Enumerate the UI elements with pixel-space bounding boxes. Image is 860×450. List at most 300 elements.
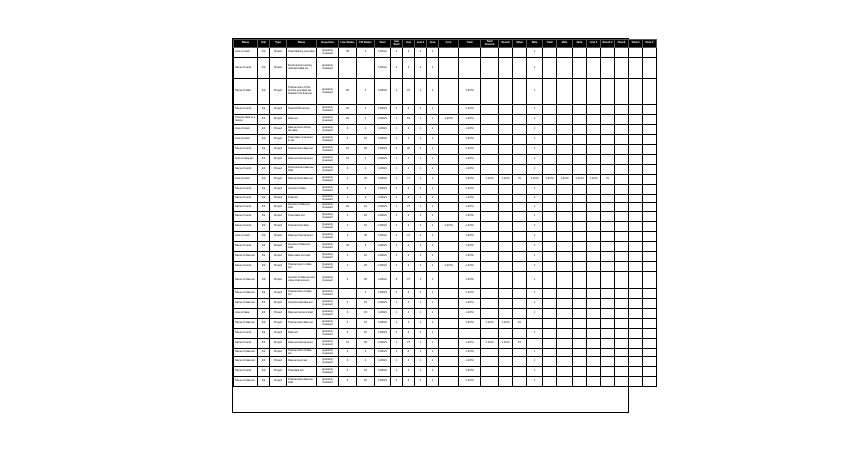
table-cell[interactable]: 3 [339,135,357,145]
table-cell[interactable] [573,252,587,262]
table-cell[interactable]: 37 [403,203,415,212]
table-cell[interactable] [543,105,557,115]
table-cell[interactable]: 3 [339,309,357,319]
table-cell[interactable]: 1.23 M [459,185,481,195]
table-cell[interactable]: 1/2 [258,349,270,357]
table-cell[interactable] [439,289,459,299]
table-cell[interactable] [543,195,557,203]
table-cell[interactable] [587,165,601,175]
table-cell[interactable]: 77 [403,175,415,185]
table-cell[interactable]: 1 [427,135,439,145]
table-cell[interactable]: 1 [527,203,543,212]
table-cell[interactable]: 1 [427,272,439,289]
table-cell[interactable]: 1/2 [258,367,270,377]
table-cell[interactable]: 1 [527,79,543,105]
table-cell[interactable]: 2 [357,48,375,58]
table-cell[interactable] [643,349,657,357]
table-cell[interactable]: 35 [339,79,357,105]
table-cell[interactable]: 1/2 [258,309,270,319]
table-cell[interactable]: 4 [403,252,415,262]
table-cell[interactable]: Total amount of the service and data set between the final set [287,79,317,105]
table-cell[interactable] [615,319,629,329]
table-cell[interactable]: Project [270,349,287,357]
table-cell[interactable]: 1 [427,185,439,195]
table-row[interactable] [234,252,657,262]
table-cell[interactable]: 3 [339,349,357,357]
table-cell[interactable]: Project [270,357,287,367]
table-cell[interactable]: 1 [427,309,439,319]
table-cell[interactable] [643,262,657,272]
table-cell[interactable] [615,175,629,185]
table-cell[interactable] [439,58,459,79]
column-header[interactable]: Check [615,40,629,48]
table-cell[interactable] [481,377,499,387]
table-cell[interactable]: 1.23 M [573,175,587,185]
table-cell[interactable] [481,252,499,262]
table-cell[interactable]: Name of work [234,203,258,212]
table-cell[interactable]: 1/20/21 [375,165,391,175]
table-cell[interactable]: 1 [527,195,543,203]
table-cell[interactable] [601,349,615,357]
table-cell[interactable] [643,195,657,203]
table-cell[interactable]: 1/20/21 [375,349,391,357]
table-cell[interactable]: 1 [527,349,543,357]
table-cell[interactable]: 1 [527,165,543,175]
table-cell[interactable]: 4 [403,185,415,195]
table-cell[interactable] [481,212,499,222]
table-cell[interactable] [643,125,657,135]
table-cell[interactable]: Name of data set [234,319,258,329]
table-cell[interactable] [499,105,513,115]
column-header[interactable]: Date [527,40,543,48]
table-cell[interactable]: 1.23 M [587,175,601,185]
table-cell[interactable]: Data set amount total [287,309,317,319]
table-cell[interactable]: 1 [339,262,357,272]
table-cell[interactable]: 1 [415,262,427,272]
table-cell[interactable]: 1 [427,232,439,242]
table-cell[interactable]: 3 [339,319,357,329]
table-cell[interactable] [629,377,643,387]
table-cell[interactable] [615,222,629,232]
table-cell[interactable]: 1/20/21 [375,309,391,319]
table-cell[interactable]: 1.23 M [481,319,499,329]
table-cell[interactable]: 3 [339,329,357,339]
table-cell[interactable] [557,232,573,242]
table-cell[interactable] [643,367,657,377]
table-cell[interactable] [573,309,587,319]
table-cell[interactable]: 63 [403,115,415,125]
table-cell[interactable]: 1 [391,185,403,195]
table-cell[interactable]: Area of work [234,125,258,135]
table-cell[interactable] [499,349,513,357]
table-cell[interactable]: Name of data set [234,289,258,299]
table-cell[interactable]: Project [270,252,287,262]
table-cell[interactable]: 1 [527,252,543,262]
table-cell[interactable] [643,319,657,329]
table-cell[interactable] [513,289,527,299]
table-cell[interactable] [643,329,657,339]
table-cell[interactable]: 1.23 M [459,175,481,185]
table-cell[interactable]: Name of data [234,79,258,105]
table-cell[interactable] [587,79,601,105]
table-cell[interactable]: 1.23 M [459,339,481,349]
table-cell[interactable]: 1 [527,135,543,145]
table-cell[interactable] [543,367,557,377]
table-cell[interactable]: 1 [415,289,427,299]
table-cell[interactable] [615,125,629,135]
table-cell[interactable] [629,48,643,58]
table-cell[interactable]: 1/2 [258,115,270,125]
table-cell[interactable] [439,145,459,155]
table-row[interactable] [234,329,657,339]
table-cell[interactable] [643,79,657,105]
table-cell[interactable] [481,242,499,252]
table-cell[interactable]: Area of work [234,175,258,185]
table-cell[interactable]: 4 [403,135,415,145]
table-cell[interactable]: 1.23 M [459,105,481,115]
table-cell[interactable] [643,155,657,165]
table-cell[interactable] [499,309,513,319]
table-cell[interactable]: 1.23 M [499,319,513,329]
table-cell[interactable]: Quarterly reviewed [317,329,339,339]
table-cell[interactable]: 4 [403,299,415,309]
column-header[interactable]: Total [459,40,481,48]
table-cell[interactable] [629,232,643,242]
table-cell[interactable] [615,58,629,79]
table-cell[interactable]: Name of work [234,185,258,195]
column-header[interactable]: Fill Status [357,40,375,48]
table-cell[interactable]: Project [270,299,287,309]
table-cell[interactable] [601,309,615,319]
table-cell[interactable]: 1/2 [258,195,270,203]
table-cell[interactable] [499,232,513,242]
table-cell[interactable] [513,377,527,387]
table-cell[interactable]: 1 [527,367,543,377]
table-cell[interactable] [499,272,513,289]
table-cell[interactable]: 1.23 M [459,319,481,329]
table-cell[interactable]: 75 [601,175,615,185]
table-cell[interactable] [543,339,557,349]
table-cell[interactable] [643,105,657,115]
table-cell[interactable] [643,299,657,309]
table-cell[interactable]: 3 [339,299,357,309]
table-cell[interactable]: 1.23 M [459,212,481,222]
table-cell[interactable]: Name of work [234,145,258,155]
table-cell[interactable]: 4 [403,377,415,387]
table-cell[interactable]: 1/2 [258,135,270,145]
table-cell[interactable]: 1 [391,252,403,262]
table-row[interactable] [234,58,657,79]
table-cell[interactable] [615,135,629,145]
table-cell[interactable] [499,367,513,377]
table-row[interactable] [234,262,657,272]
table-cell[interactable] [499,165,513,175]
table-cell[interactable] [543,319,557,329]
table-cell[interactable]: 4 [403,155,415,165]
table-cell[interactable]: 1 [527,232,543,242]
table-cell[interactable]: Data amount data set [287,175,317,185]
table-cell[interactable]: 1/20/21 [375,203,391,212]
table-cell[interactable] [587,145,601,155]
table-cell[interactable] [629,212,643,222]
table-cell[interactable]: 30 [339,105,357,115]
table-cell[interactable] [481,58,499,79]
table-cell[interactable]: 1/2 [258,339,270,349]
table-cell[interactable] [573,357,587,367]
column-header[interactable]: Inspection [317,40,339,48]
table-cell[interactable]: 1 [391,319,403,329]
table-cell[interactable]: 37 [403,272,415,289]
table-cell[interactable]: Quarterly reviewed [317,339,339,349]
table-cell[interactable] [513,135,527,145]
table-cell[interactable] [439,272,459,289]
table-cell[interactable] [513,272,527,289]
table-cell[interactable]: 1 [415,299,427,309]
column-header[interactable]: Total [543,40,557,48]
table-cell[interactable] [629,242,643,252]
table-cell[interactable]: Project [270,135,287,145]
table-cell[interactable]: 1 [427,377,439,387]
table-cell[interactable]: 37 [403,232,415,242]
table-cell[interactable]: 1 [415,165,427,175]
table-cell[interactable]: 2 [391,145,403,155]
table-cell[interactable]: Name of work [234,339,258,349]
table-cell[interactable] [499,377,513,387]
table-cell[interactable]: Quarterly reviewed [317,212,339,222]
table-cell[interactable]: Data amount set [287,357,317,367]
table-cell[interactable]: 1.23 M [459,272,481,289]
table-cell[interactable] [587,319,601,329]
table-cell[interactable] [543,145,557,155]
table-cell[interactable] [601,222,615,232]
table-cell[interactable]: 1 [391,135,403,145]
table-cell[interactable] [481,195,499,203]
table-cell[interactable]: Total set [287,195,317,203]
table-cell[interactable] [557,135,573,145]
table-cell[interactable]: 1/2 [258,377,270,387]
table-cell[interactable]: 4 [403,222,415,232]
table-cell[interactable] [615,232,629,242]
table-cell[interactable] [629,203,643,212]
table-cell[interactable]: 15 [513,339,527,349]
table-cell[interactable] [439,299,459,309]
table-cell[interactable] [543,58,557,79]
table-cell[interactable] [643,185,657,195]
table-cell[interactable]: 1/2 [258,79,270,105]
table-cell[interactable]: 1/2 [258,155,270,165]
table-cell[interactable]: Project [270,79,287,105]
table-cell[interactable]: Quarterly reviewed [317,272,339,289]
table-cell[interactable] [543,155,557,165]
table-cell[interactable]: Total amount data [287,222,317,232]
table-cell[interactable] [601,272,615,289]
table-cell[interactable]: 15 [357,309,375,319]
table-cell[interactable] [513,185,527,195]
table-cell[interactable]: 3 [339,367,357,377]
table-cell[interactable]: 20 [339,242,357,252]
table-cell[interactable] [629,145,643,155]
table-cell[interactable] [601,212,615,222]
table-cell[interactable]: 1 [415,135,427,145]
table-cell[interactable] [543,165,557,175]
table-cell[interactable]: 1/2 [258,48,270,58]
table-cell[interactable]: Name of work [234,58,258,79]
table-cell[interactable]: 1.23 M [439,262,459,272]
table-cell[interactable]: Name of data set [234,252,258,262]
table-cell[interactable]: 1.23 M [557,175,573,185]
table-cell[interactable]: Project [270,262,287,272]
table-cell[interactable]: 1 [391,203,403,212]
table-cell[interactable] [629,105,643,115]
table-cell[interactable]: Quarterly reviewed [317,357,339,367]
table-cell[interactable]: 1/20/21 [375,125,391,135]
table-cell[interactable]: 15 [339,155,357,165]
table-cell[interactable] [573,349,587,357]
table-cell[interactable] [557,48,573,58]
table-cell[interactable]: Project [270,212,287,222]
table-cell[interactable] [543,262,557,272]
table-cell[interactable]: 1.23 M [499,339,513,349]
table-cell[interactable]: 1/20/21 [375,79,391,105]
table-cell[interactable]: 1 [391,165,403,175]
table-cell[interactable]: Data set total amount [287,155,317,165]
table-cell[interactable] [557,329,573,339]
table-cell[interactable] [513,262,527,272]
table-cell[interactable]: 1 [391,155,403,165]
table-cell[interactable]: Fixed amount during reviewed data set [287,58,317,79]
table-cell[interactable] [481,329,499,339]
table-cell[interactable] [615,289,629,299]
table-cell[interactable] [459,329,481,339]
table-row[interactable] [234,185,657,195]
table-cell[interactable]: 1/2 [258,232,270,242]
table-cell[interactable] [557,222,573,232]
table-cell[interactable] [615,79,629,105]
table-cell[interactable]: 15 [357,212,375,222]
table-cell[interactable]: 1/20/21 [375,242,391,252]
table-cell[interactable]: 1 [391,309,403,319]
table-cell[interactable]: 4 [403,309,415,319]
table-cell[interactable]: 35 [339,48,357,58]
table-cell[interactable] [573,145,587,155]
table-cell[interactable] [573,299,587,309]
table-cell[interactable]: 1.23 M [459,155,481,165]
table-cell[interactable]: 1.23 M [459,165,481,175]
table-cell[interactable] [499,222,513,232]
table-cell[interactable]: 3 [339,232,357,242]
table-cell[interactable]: Data value set total [287,252,317,262]
table-cell[interactable]: 1 [415,175,427,185]
table-cell[interactable]: 1/20/21 [375,115,391,125]
table-cell[interactable]: 1 [427,339,439,349]
table-cell[interactable]: 1/2 [258,58,270,79]
table-cell[interactable]: 1 [391,289,403,299]
column-header[interactable]: Start [375,40,391,48]
table-cell[interactable] [499,125,513,135]
column-header[interactable]: Line 3 [587,40,601,48]
table-row[interactable] [234,105,657,115]
table-cell[interactable] [481,289,499,299]
table-cell[interactable] [543,212,557,222]
table-cell[interactable] [527,339,543,349]
table-cell[interactable]: 3 [339,357,357,367]
table-cell[interactable] [615,329,629,339]
table-cell[interactable]: Fixed amount data set total [287,165,317,175]
table-cell[interactable]: Data amount during the data [287,125,317,135]
table-cell[interactable]: Quarterly reviewed [317,155,339,165]
table-cell[interactable]: 1/20/21 [375,175,391,185]
column-header[interactable]: Result [499,40,513,48]
table-cell[interactable]: 5 [357,242,375,252]
table-cell[interactable] [499,145,513,155]
table-cell[interactable] [543,349,557,357]
table-cell[interactable] [643,242,657,252]
table-cell[interactable]: Total amount of data set [287,289,317,299]
table-cell[interactable]: 1.23 M [459,299,481,309]
table-cell[interactable]: 4 [403,105,415,115]
table-cell[interactable] [543,272,557,289]
table-cell[interactable] [615,349,629,357]
table-cell[interactable] [513,357,527,367]
table-cell[interactable]: Area of work [234,135,258,145]
table-cell[interactable]: 15 [339,339,357,349]
table-cell[interactable] [629,115,643,125]
table-cell[interactable] [439,232,459,242]
table-cell[interactable] [557,58,573,79]
table-cell[interactable]: 1 [415,79,427,105]
table-cell[interactable] [459,48,481,58]
table-cell[interactable] [481,349,499,357]
table-cell[interactable] [439,357,459,367]
table-cell[interactable]: 1/20/21 [375,58,391,79]
table-cell[interactable] [587,155,601,165]
table-cell[interactable] [629,299,643,309]
table-cell[interactable]: Project [270,105,287,115]
table-cell[interactable] [601,329,615,339]
table-cell[interactable] [513,242,527,252]
table-cell[interactable]: 1 [427,79,439,105]
table-cell[interactable] [573,125,587,135]
table-cell[interactable] [573,105,587,115]
table-cell[interactable] [587,252,601,262]
table-cell[interactable] [543,125,557,135]
table-cell[interactable]: 1 [427,289,439,299]
table-cell[interactable] [643,232,657,242]
table-cell[interactable]: Project [270,289,287,299]
table-cell[interactable] [513,212,527,222]
table-cell[interactable] [643,58,657,79]
table-cell[interactable]: 1 [415,357,427,367]
table-cell[interactable] [557,252,573,262]
table-cell[interactable]: Amount of data [287,185,317,195]
table-cell[interactable]: 10 [357,252,375,262]
table-cell[interactable] [557,105,573,115]
table-cell[interactable] [439,135,459,145]
table-cell[interactable]: 1 [527,125,543,135]
table-cell[interactable] [481,105,499,115]
table-cell[interactable] [601,262,615,272]
table-cell[interactable] [615,185,629,195]
table-cell[interactable]: 4 [403,58,415,79]
table-cell[interactable]: 1/20/21 [375,289,391,299]
table-cell[interactable] [557,367,573,377]
table-cell[interactable]: 1 [415,242,427,252]
table-cell[interactable]: 75 [357,175,375,185]
table-cell[interactable] [573,185,587,195]
table-row[interactable] [234,357,657,367]
table-cell[interactable]: 20 [339,203,357,212]
table-cell[interactable] [481,367,499,377]
